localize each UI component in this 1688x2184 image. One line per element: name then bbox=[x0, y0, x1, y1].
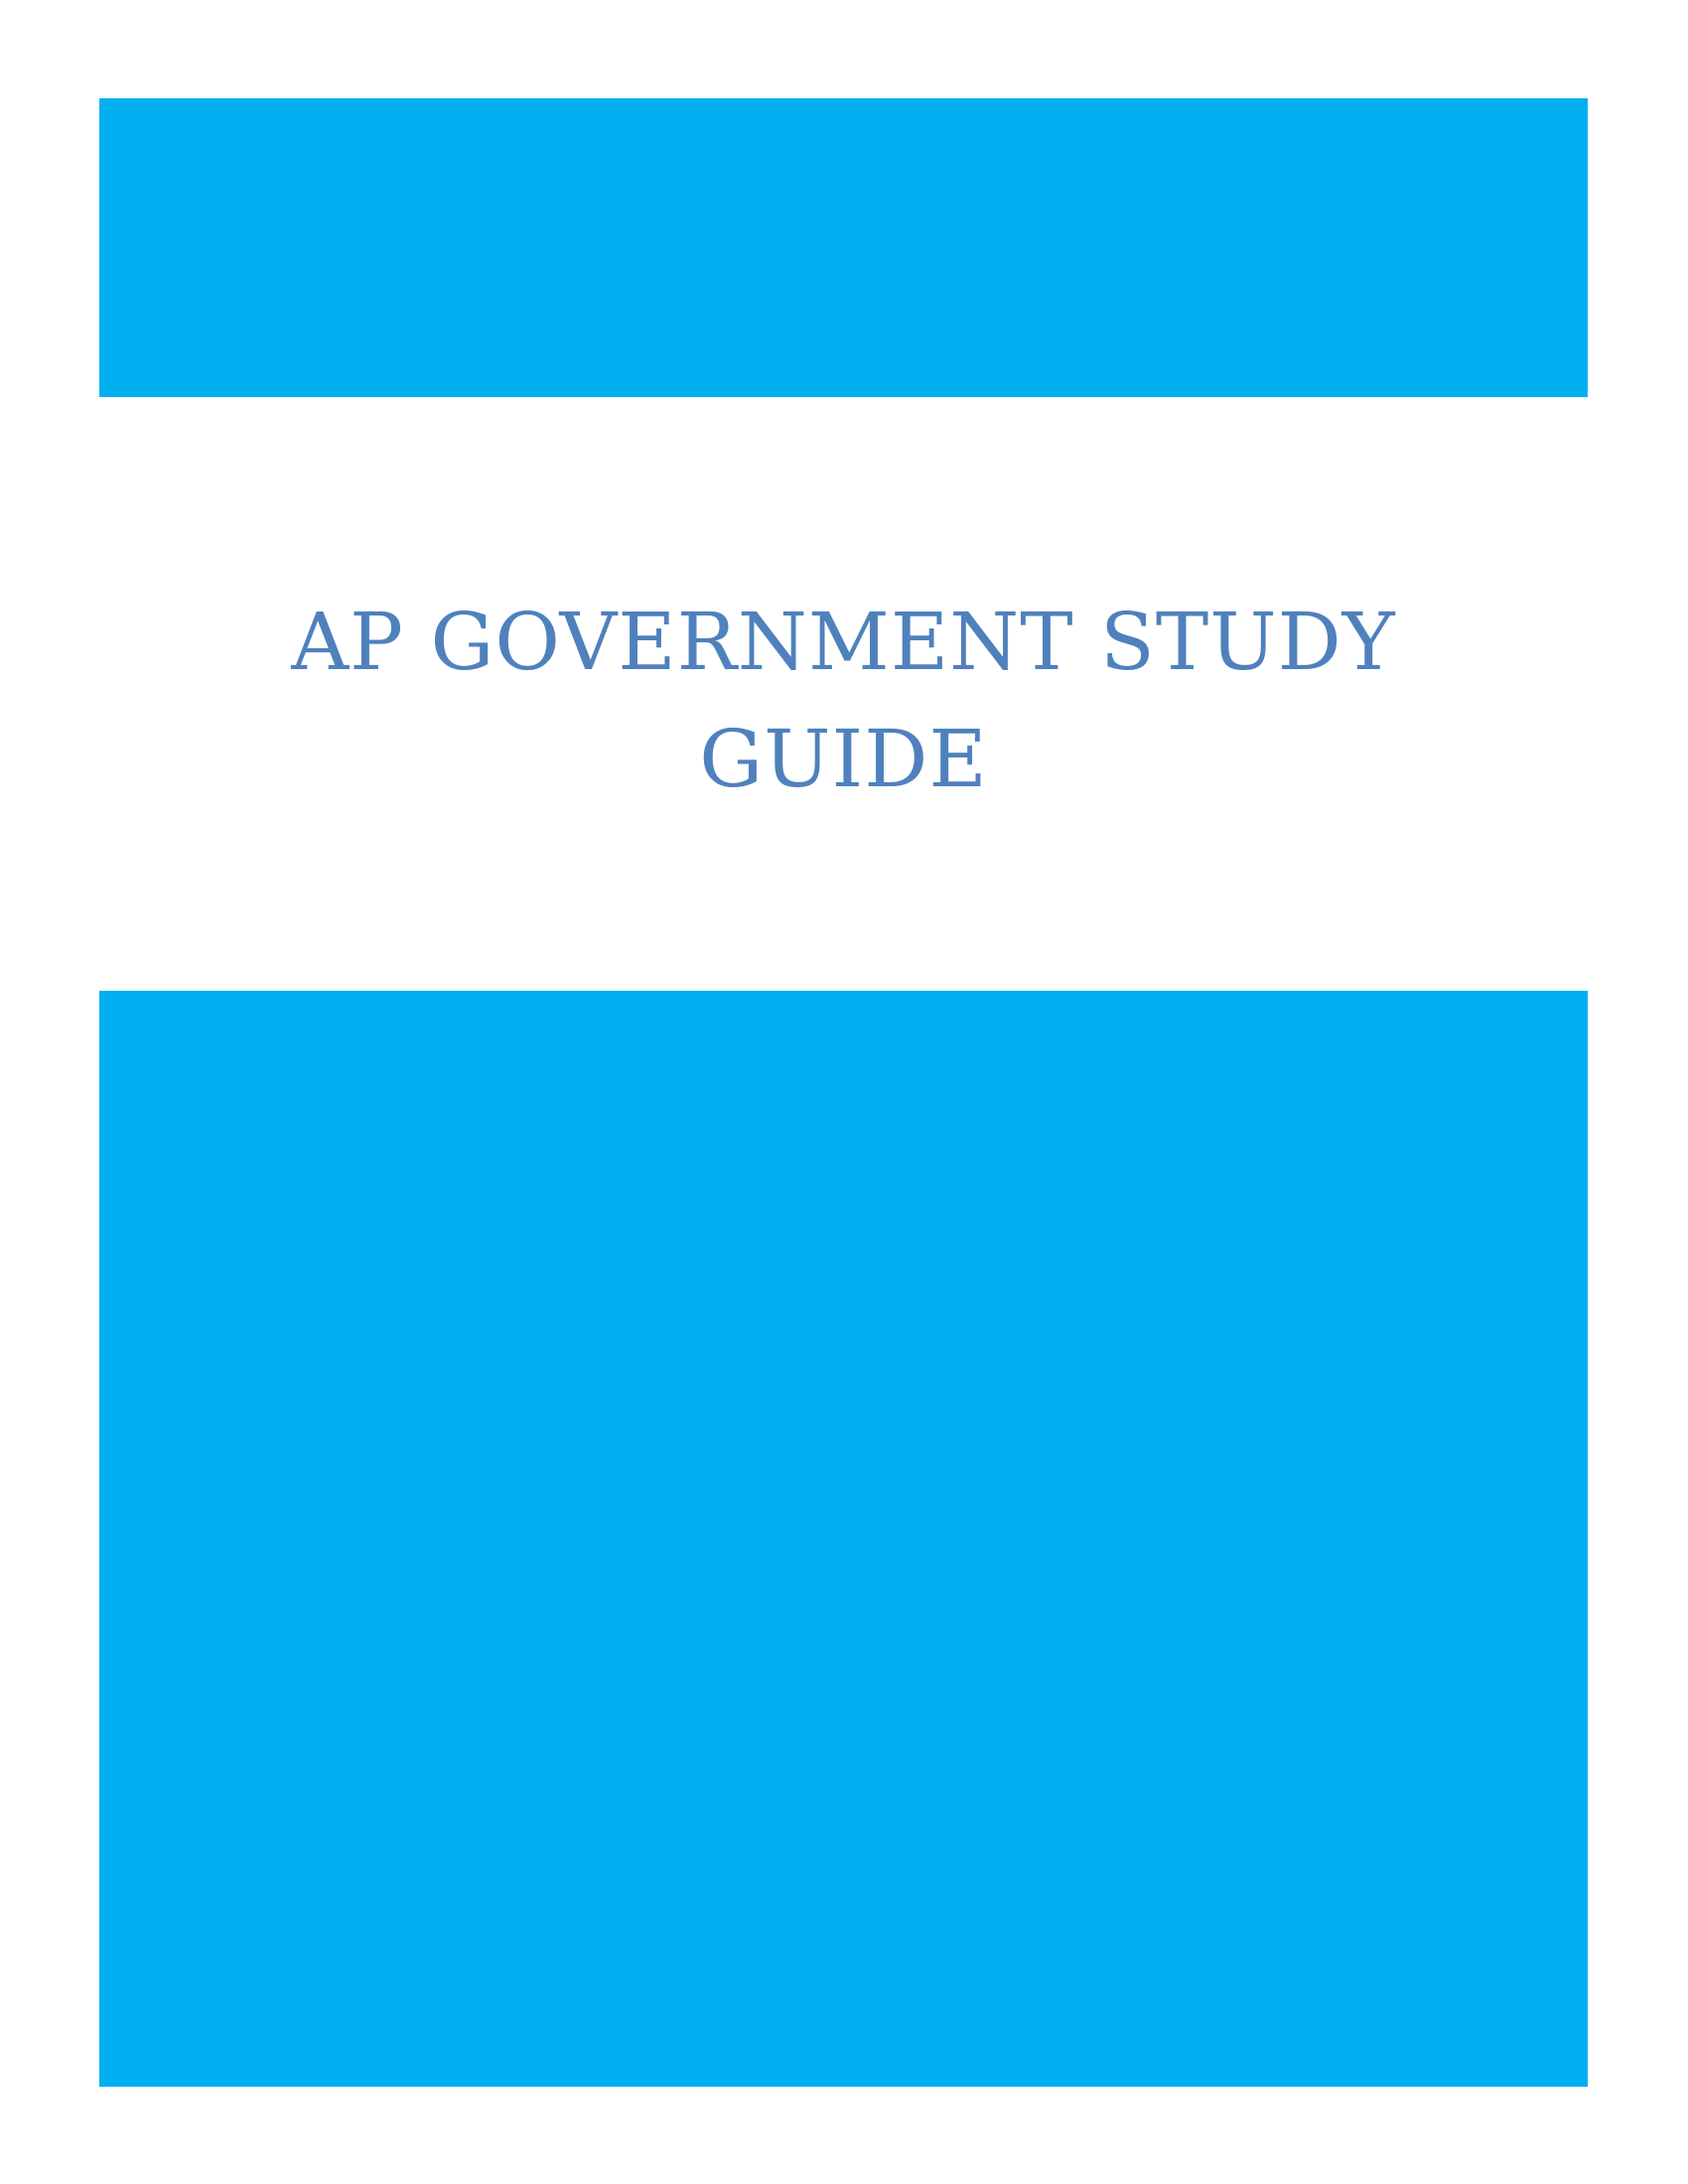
cover-title bbox=[99, 584, 1588, 818]
bottom-color-band bbox=[99, 991, 1588, 2087]
top-color-band bbox=[99, 98, 1588, 397]
cover-title-line-2: GUIDE bbox=[699, 713, 988, 805]
cover-title-line-1: AP GOVERNMENT STUDY bbox=[291, 596, 1396, 688]
